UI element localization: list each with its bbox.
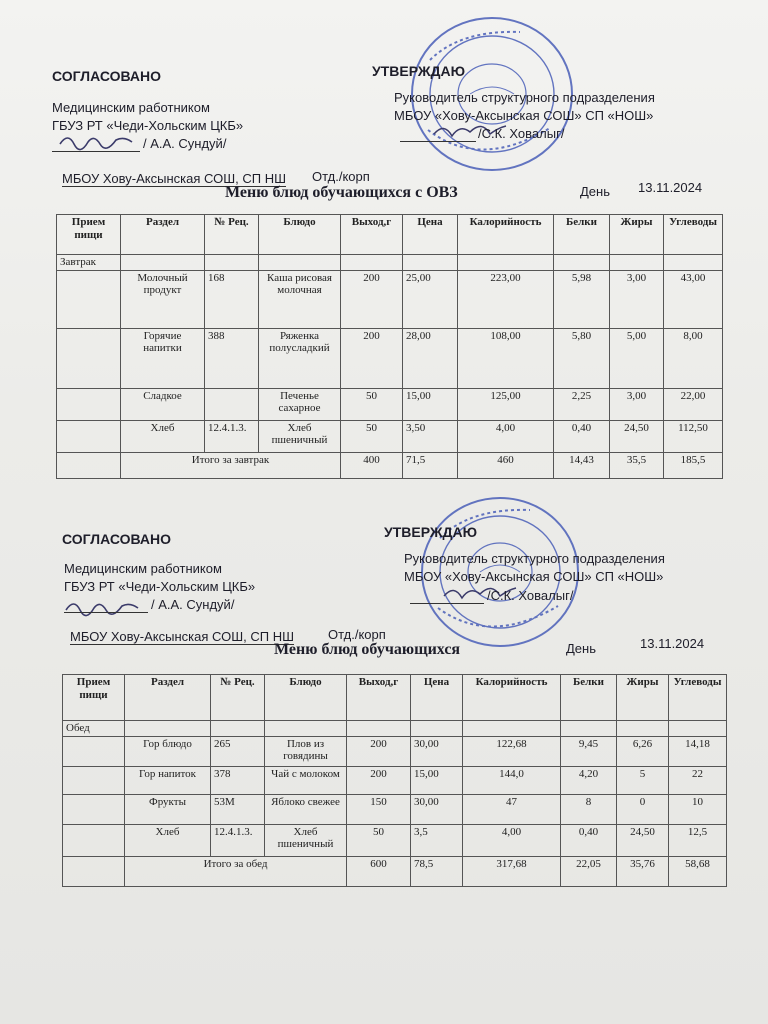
header-cal: Калорийность [458,215,554,255]
cell-prot: 9,45 [561,737,617,767]
cell-out: 50 [341,421,403,453]
cell-out: 50 [347,825,411,857]
total-carb: 58,68 [669,857,727,887]
header-section: Раздел [121,215,205,255]
head-sign-line [410,588,484,604]
cell-carb: 22,00 [664,389,723,421]
cell-cal: 4,00 [458,421,554,453]
header-carb: Углеводы [664,215,723,255]
med-org: ГБУЗ РТ «Чеди-Хольским ЦКБ» [52,118,244,133]
cell-rec: 168 [205,271,259,329]
header-meal: Прием пищи [63,675,125,721]
cell-section: Хлеб [121,421,205,453]
meal-row [63,721,727,737]
cell-dish: Хлеб пшеничный [259,421,341,453]
cell-carb: 43,00 [664,271,723,329]
total-cal: 460 [458,453,554,479]
date-value: 13.11.2024 [640,636,705,651]
header-price: Цена [403,215,458,255]
cell-fat: 24,50 [617,825,669,857]
med-sign-line [52,136,140,152]
table-header-row [63,675,727,721]
total-label: Итого за завтрак [121,453,341,479]
total-label: Итого за обед [125,857,347,887]
table-row [63,767,727,795]
cell-price: 15,00 [403,389,458,421]
header-carb: Углеводы [669,675,727,721]
cell-fat: 5,00 [610,329,664,389]
cell-cal: 4,00 [463,825,561,857]
total-row [57,453,723,479]
cell-section: Фрукты [125,795,211,825]
cell-fat: 24,50 [610,421,664,453]
agreed-label: СОГЛАСОВАНО [62,531,171,547]
table-row [63,795,727,825]
cell-section: Хлеб [125,825,211,857]
header-out: Выход,г [347,675,411,721]
header-prot: Белки [561,675,617,721]
header-out: Выход,г [341,215,403,255]
dept-label: Отд./корп [328,627,386,642]
cell-out: 150 [347,795,411,825]
meal-label: Обед [63,721,125,737]
cell-rec: 53М [211,795,265,825]
menu-table-breakfast [56,214,723,479]
meal-row [57,255,723,271]
table-row [63,737,727,767]
table-row [63,825,727,857]
table-row [57,421,723,453]
cell-price: 30,00 [411,737,463,767]
cell-section: Горячие напитки [121,329,205,389]
date-value: 13.11.2024 [638,180,703,195]
cell-out: 200 [341,329,403,389]
cell-section: Гор напиток [125,767,211,795]
total-prot: 14,43 [554,453,610,479]
cell-prot: 5,80 [554,329,610,389]
cell-dish: Яблоко свежее [265,795,347,825]
cell-cal: 108,00 [458,329,554,389]
cell-out: 200 [347,737,411,767]
day-label: День [580,184,610,199]
total-row [63,857,727,887]
approve-label: УТВЕРЖДАЮ [372,63,466,79]
cell-price: 28,00 [403,329,458,389]
header-dish: Блюдо [265,675,347,721]
approve-label: УТВЕРЖДАЮ [384,524,478,540]
cell-dish: Хлеб пшеничный [265,825,347,857]
head-org: МБОУ «Хову-Аксынская СОШ» СП «НОШ» [404,569,664,584]
cell-section: Гор блюдо [125,737,211,767]
head-sign-line [400,126,476,142]
med-sign: / А.А. Сундуй/ [151,597,235,612]
cell-cal: 125,00 [458,389,554,421]
cell-fat: 0 [617,795,669,825]
header-section: Раздел [125,675,211,721]
head-sign: /С.К. Ховалыг/ [478,126,565,141]
table-row [57,271,723,329]
cell-price: 25,00 [403,271,458,329]
cell-cal: 144,0 [463,767,561,795]
cell-price: 3,50 [403,421,458,453]
cell-dish: Печенье сахарное [259,389,341,421]
cell-prot: 0,40 [561,825,617,857]
menu-title: Меню блюд обучающихся с ОВЗ [225,184,458,201]
school-name: МБОУ Хову-Аксынская СОШ, СП НШ [70,629,294,644]
header-rec: № Рец. [205,215,259,255]
cell-fat: 6,26 [617,737,669,767]
cell-carb: 8,00 [664,329,723,389]
head-title: Руководитель структурного подразделения [404,551,665,566]
cell-prot: 5,98 [554,271,610,329]
header-rec: № Рец. [211,675,265,721]
cell-out: 200 [347,767,411,795]
cell-rec: 265 [211,737,265,767]
cell-fat: 5 [617,767,669,795]
cell-carb: 14,18 [669,737,727,767]
cell-rec [205,389,259,421]
cell-cal: 47 [463,795,561,825]
header-fat: Жиры [617,675,669,721]
med-org: ГБУЗ РТ «Чеди-Хольским ЦКБ» [64,579,256,594]
total-out: 400 [341,453,403,479]
header-prot: Белки [554,215,610,255]
cell-dish: Ряженка полусладкий [259,329,341,389]
total-out: 600 [347,857,411,887]
dept-label: Отд./корп [312,169,370,184]
med-sign: / А.А. Сундуй/ [143,136,227,151]
header-price: Цена [411,675,463,721]
table-header-row [57,215,723,255]
cell-out: 50 [341,389,403,421]
cell-prot: 2,25 [554,389,610,421]
cell-dish: Чай с молоком [265,767,347,795]
cell-carb: 22 [669,767,727,795]
cell-carb: 10 [669,795,727,825]
cell-dish: Каша рисовая молочная [259,271,341,329]
cell-out: 200 [341,271,403,329]
menu-table-lunch [62,674,727,887]
cell-prot: 8 [561,795,617,825]
cell-cal: 223,00 [458,271,554,329]
head-sign: /С.К. Ховалыг/ [487,588,574,603]
table-row [57,329,723,389]
total-prot: 22,05 [561,857,617,887]
cell-price: 3,5 [411,825,463,857]
cell-rec: 388 [205,329,259,389]
med-title: Медицинским работником [52,100,210,115]
cell-price: 15,00 [411,767,463,795]
cell-rec: 12.4.1.3. [205,421,259,453]
meal-label: Завтрак [57,255,121,271]
menu-title: Меню блюд обучающихся [274,641,461,658]
cell-fat: 3,00 [610,389,664,421]
cell-rec: 378 [211,767,265,795]
cell-prot: 0,40 [554,421,610,453]
cell-cal: 122,68 [463,737,561,767]
med-title: Медицинским работником [64,561,222,576]
total-price: 78,5 [411,857,463,887]
header-dish: Блюдо [259,215,341,255]
table-row [57,389,723,421]
cell-rec: 12.4.1.3. [211,825,265,857]
agreed-label: СОГЛАСОВАНО [52,68,161,84]
cell-section: Молочный продукт [121,271,205,329]
header-fat: Жиры [610,215,664,255]
total-cal: 317,68 [463,857,561,887]
total-fat: 35,76 [617,857,669,887]
cell-carb: 12,5 [669,825,727,857]
cell-carb: 112,50 [664,421,723,453]
header-cal: Калорийность [463,675,561,721]
cell-section: Сладкое [121,389,205,421]
cell-fat: 3,00 [610,271,664,329]
head-org: МБОУ «Хову-Аксынская СОШ» СП «НОШ» [394,108,654,123]
school-name: МБОУ Хову-Аксынская СОШ, СП НШ [62,171,286,186]
total-fat: 35,5 [610,453,664,479]
cell-dish: Плов из говядины [265,737,347,767]
cell-price: 30,00 [411,795,463,825]
cell-prot: 4,20 [561,767,617,795]
total-carb: 185,5 [664,453,723,479]
med-sign-line [64,597,148,613]
header-meal: Прием пищи [57,215,121,255]
total-price: 71,5 [403,453,458,479]
head-title: Руководитель структурного подразделения [394,90,655,105]
day-label: День [566,641,596,656]
